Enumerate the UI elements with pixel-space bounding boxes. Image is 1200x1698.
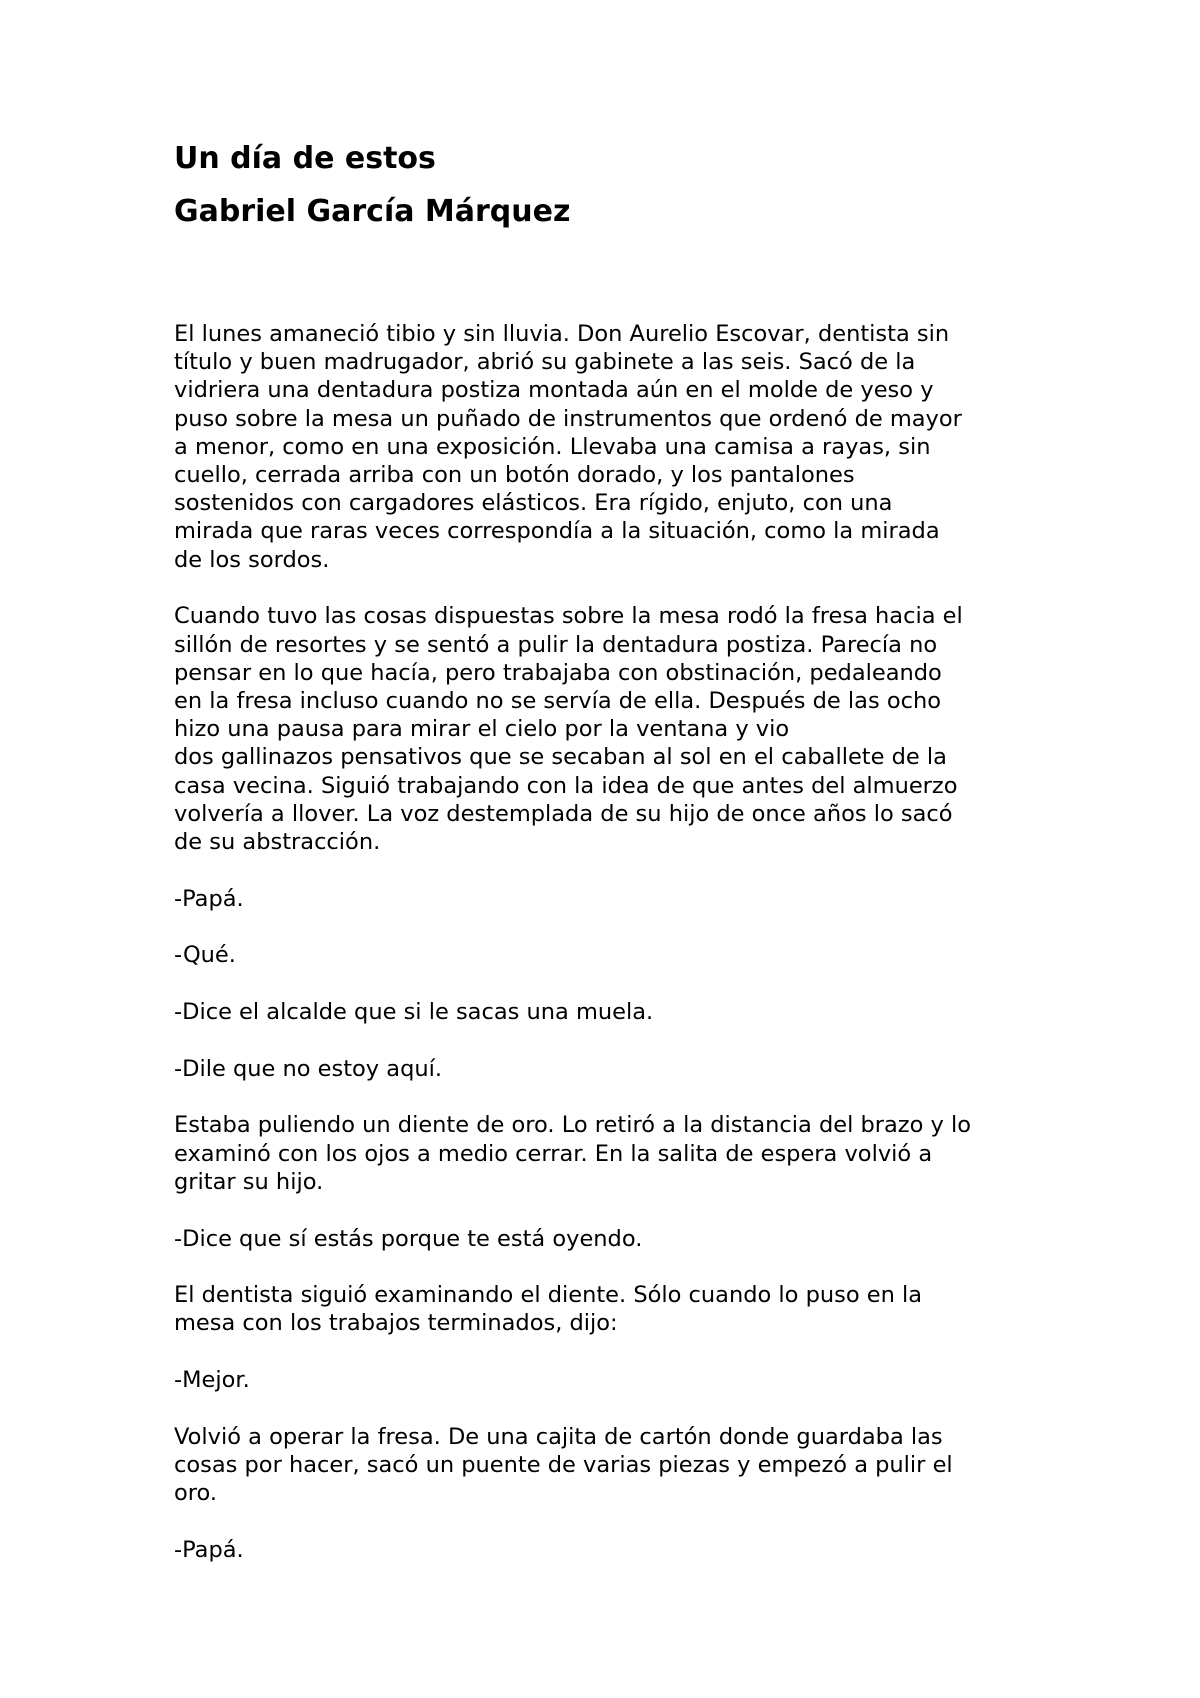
paragraph: El lunes amaneció tibio y sin lluvia. Don Aurelio Escovar, dentista sin título y buen madrugador, abrió su gabinete a las seis. Sacó de la vidriera una dentadura postiza montada aún en el molde de yeso y puso sobre la mesa un puñado de instrumentos que ordenó de mayor a menor, como en una exposición. Llevaba una camisa a rayas, sin cuello, cerrada arriba con un botón dorado, y los pantalones sostenidos con cargadores elásticos. Era rígido, enjuto, con una mirada que raras veces correspondía a la situación, como la mirada de los sordos. (174, 321, 962, 573)
dialogue-line: -Qué. (174, 942, 236, 969)
paragraph: Volvió a operar la fresa. De una cajita de cartón donde guardaba las cosas por hacer, sacó un puente de varias piezas y empezó a pulir el oro. (174, 1423, 953, 1507)
document-body (174, 320, 1074, 1564)
dialogue-line: -Papá. (174, 885, 244, 912)
document-author: Gabriel García Márquez (174, 194, 571, 229)
document-page (174, 138, 1074, 1593)
dialogue-line: -Dice el alcalde que si le sacas una muela. (174, 999, 654, 1026)
document-title: Un día de estos (174, 141, 436, 176)
dialogue-line: -Dice que sí estás porque te está oyendo. (174, 1225, 643, 1252)
paragraph: Cuando tuvo las cosas dispuestas sobre la mesa rodó la fresa hacia el sillón de resortes y se sentó a pulir la dentadura postiza. Parecía no pensar en lo que hacía, pero trabajaba con obstinación, pedaleando en la fresa incluso cuando no se servía de ella. Después de las ocho hizo una pausa para mirar el cielo por la ventana y vio dos gallinazos pensativos que se secaban al sol en el caballete de la casa vecina. Siguió trabajando con la idea de que antes del almuerzo volvería a llover. La voz destemplada de su hijo de once años lo sacó de su abstracción. (174, 603, 963, 855)
dialogue-line: -Mejor. (174, 1367, 250, 1394)
dialogue-line: -Dile que no estoy aquí. (174, 1055, 443, 1082)
dialogue-line: -Papá. (174, 1537, 244, 1563)
paragraph: Estaba puliendo un diente de oro. Lo retiró a la distancia del brazo y lo examinó con los ojos a medio cerrar. En la salita de espera volvió a gritar su hijo. (174, 1112, 972, 1195)
paragraph: El dentista siguió examinando el diente. Sólo cuando lo puso en la mesa con los trabajos terminados, dijo: (174, 1282, 923, 1337)
